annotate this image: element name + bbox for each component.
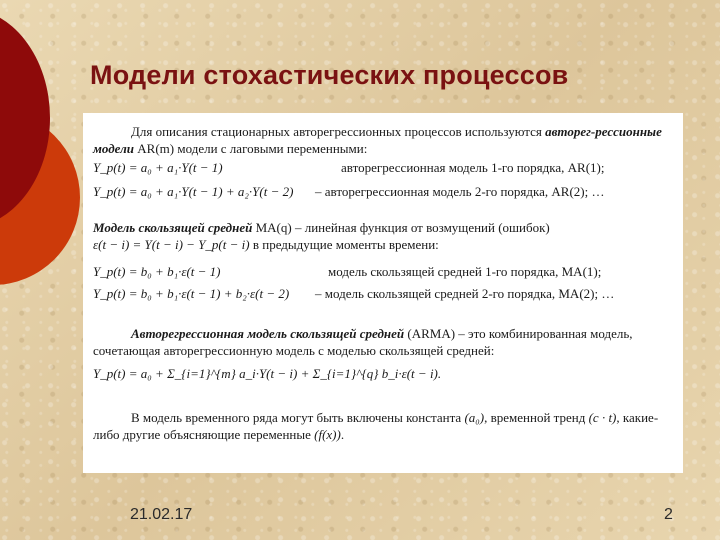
ar1-description: авторегрессионная модель 1-го порядка, AR(1); [341,160,605,175]
footer-date: 21.02.17 [130,506,193,523]
ma2-formula: Y_p(t) = b₀ + b₁·ε(t − 1) + b₂·ε(t − 2) [93,286,290,301]
const-formula: (a₀) [464,410,485,425]
ar-paragraph [93,123,681,157]
slide-title: Модели стохастических процессов [90,60,569,90]
final-text-4: . [340,427,345,442]
ar-text-1: Для описания стационарных авторегрессионных процессов используются [131,124,546,139]
ma2-description: – модель скользящей средней 2-го порядка, MA(2); … [315,286,615,301]
content-panel [83,113,683,473]
func-formula: (f(x)) [314,427,341,442]
ma-term: Модель скользящей средней [93,220,253,235]
ar2-formula: Y_p(t) = a₀ + a₁·Y(t − 1) + a₂·Y(t − 2) [93,184,294,199]
final-text-2: , временной тренд [484,410,589,425]
arma-formula: Y_p(t) = a₀ + Σ_{i=1}^{m} a_i·Y(t − i) + Σ_{i=1}^{q} b_i·ε(t − i). [93,366,442,381]
ma1-formula: Y_p(t) = b₀ + b₁·ε(t − 1) [93,264,221,279]
ma-text-1: MA(q) – линейная функция от возмущений (ошибок) [252,220,550,235]
ma1-description: модель скользящей средней 1-го порядка, MA(1); [328,264,602,279]
ar1-formula: Y_p(t) = a₀ + a₁·Y(t − 1) [93,160,223,175]
ma-error-formula: ε(t − i) = Y(t − i) − Y_p(t − i) [93,237,250,252]
page-number: 2 [664,506,673,523]
ar2-description: – авторегрессионная модель 2-го порядка, AR(2); … [315,184,605,199]
trend-formula: (c · t) [588,410,617,425]
final-paragraph [93,409,681,443]
ar-text-2: AR(m) модели с лаговыми переменными: [134,141,368,156]
arma-paragraph [93,325,681,359]
final-text-1: В модель временного ряда могут быть включены константа [131,410,465,425]
ma-paragraph [93,219,681,253]
ma-text-2: в предыдущие моменты времени: [249,237,439,252]
arma-text: (ARMA) – это комбинированная модель, сочетающая авторегрессионную модель с моделью скользящей средней: [93,326,633,358]
ar-term: авторег-рессионные модели [93,124,662,156]
arma-term: Авторегрессионная модель скользящей средней [131,326,405,341]
final-text-3: , какие-либо другие объясняющие переменные [93,410,659,442]
